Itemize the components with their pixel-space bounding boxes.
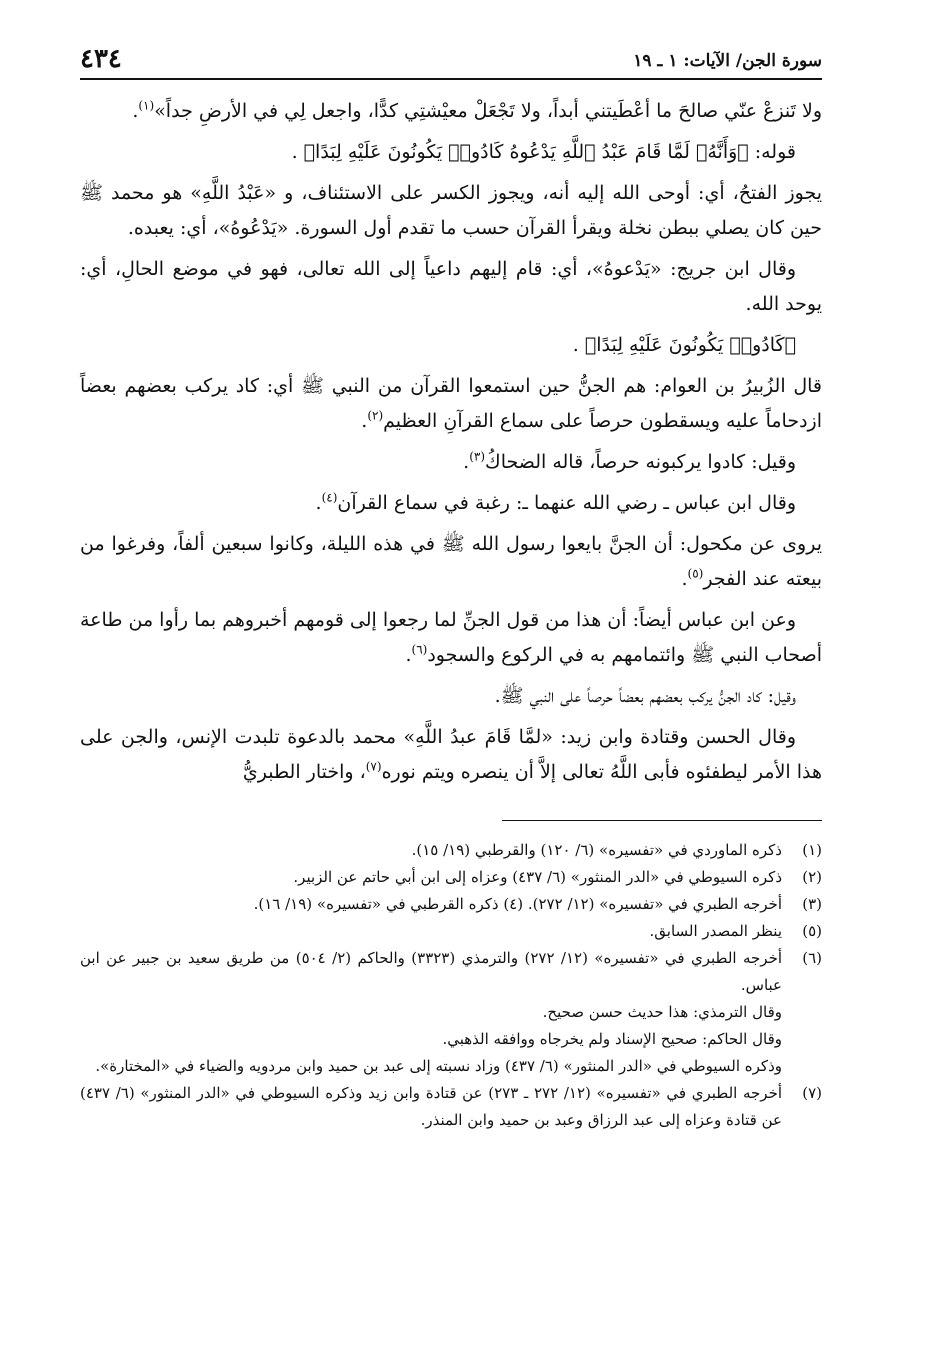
footnote-rule bbox=[502, 820, 822, 821]
running-title: سورة الجن/ الآيات: ١ ـ ١٩ bbox=[633, 51, 822, 71]
footnote-text: ذكره الماوردي في «تفسيره» (٦/ ١٢٠) والقرطبي (١٩/ ١٥). bbox=[411, 841, 782, 859]
footnote-text: وذكره السيوطي في «الدر المنثور» (٦/ ٤٣٧) وزاد نسبته إلى عبد بن حميد وابن مردويه والضياء في «المختارة». bbox=[95, 1057, 782, 1075]
paragraph: يجوز الفتحُ، أي: أوحى الله إليه أنه، ويجوز الكسر على الاستئناف، و «عَبْدُ اللَّهِ» هو محمد ﷺ حين كان يصلي ببطن نخلة ويقرأ القرآن حسب ما تقدم أول السورة. «يَدْعُوهُ»، أي: يعبده. bbox=[80, 182, 822, 239]
paragraph: ولا تَنزعْ عنّي صالحَ ما أعْطَيتني أبداً، ولا تَجْعَلْ معيْشتِي كدًّا، واجعل لِي في الأرضِ جداً»$^{(١)}$. bbox=[132, 98, 822, 122]
footnote-marker: (٧) bbox=[365, 759, 382, 774]
footnote-number: (٧) bbox=[802, 1084, 822, 1102]
footnote-number: (٢) bbox=[802, 868, 822, 886]
footnote-text: ذكره السيوطي في «الدر المنثور» (٦/ ٤٣٧) وعزاه إلى ابن أبي حاتم عن الزبير. bbox=[293, 868, 782, 886]
footnote-separator bbox=[80, 796, 822, 821]
paragraph: وقيل: كاد الجنُّ يركب بعضهم بعضاً حرصاً على النبي ﷺ. bbox=[494, 685, 796, 707]
footnote-marker: (٤) bbox=[321, 490, 338, 505]
paragraph: يروى عن مكحول: أن الجنَّ بايعوا رسول الله ﷺ في هذه الليلة، وكانوا سبعين ألفاً، وفرغوا من بيعته عند الفجر$^{(٥)}$. bbox=[80, 533, 822, 590]
footnote bbox=[80, 945, 822, 1080]
paragraph: قال الزُبيرُ بن العوام: هم الجنُّ حين استمعوا القرآن من النبي ﷺ أي: كاد يركب بعضهم بعضاً ازدحاماً عليه ويسقطون حرصاً على سماع القرآنِ العظيم$^{(٢)}$. bbox=[80, 375, 822, 432]
footnote bbox=[80, 864, 822, 891]
footnote-text: ينظر المصدر السابق. bbox=[649, 922, 782, 940]
paragraph: وقال ابن عباس ـ رضي الله عنهما ـ: رغبة في سماع القرآن$^{(٤)}$. bbox=[315, 490, 796, 514]
paragraph: وقال ابن جريج: «يَدْعوهُ»، أي: قام إليهم داعياً إلى الله تعالى، فهو في موضع الحالِ، أي: يوحد الله. bbox=[80, 258, 822, 315]
paragraph: وقيل: كادوا يركبونه حرصاً، قاله الضحاكُ$^{(٣)}$. bbox=[463, 449, 796, 473]
footnote-text: وقال الحاكم: صحيح الإسناد ولم يخرجاه ووافقه الذهبي. bbox=[442, 1030, 782, 1048]
footnotes bbox=[80, 837, 822, 1134]
footnote-text: أخرجه الطبري في «تفسيره» (١٢/ ٢٧٢). (٤) ذكره القرطبي في «تفسيره» (١٩/ ١٦). bbox=[253, 895, 782, 913]
book-page bbox=[80, 38, 822, 1338]
main-text bbox=[80, 94, 822, 790]
footnote-number: (٣) bbox=[802, 895, 822, 913]
footnote bbox=[80, 1080, 822, 1134]
footnote-text: أخرجه الطبري في «تفسيره» (١٢/ ٢٧٢) والترمذي (٣٣٢٣) والحاكم (٢/ ٥٠٤) من طريق سعيد بن جبير عن ابن عباس. bbox=[80, 949, 783, 994]
paragraph: وقال الحسن وقتادة وابن زيد: «لمَّا قَامَ عبدُ اللَّهِ» محمد بالدعوة تلبدت الإنس، والجن على هذا الأمر ليطفئوه فأبى اللَّهُ تعالى إلاَّ أن ينصره ويتم نوره$^{(٧)}$، واختار الطبريُّ bbox=[80, 726, 822, 783]
footnote-text: وقال الترمذي: هذا حديث حسن صحيح. bbox=[542, 1003, 782, 1021]
footnote-number: (٦) bbox=[802, 949, 822, 967]
footnote bbox=[80, 891, 822, 918]
paragraph: قوله: ﴿وَأَنَّهُۥ لَمَّا قَامَ عَبْدُ ٱللَّهِ يَدْعُوهُ كَادُوا۟ يَكُونُونَ عَلَيْهِ لِبَدًا﴾ . bbox=[291, 141, 796, 163]
footnote-number: (١) bbox=[802, 841, 822, 859]
footnote-marker: (٣) bbox=[469, 449, 486, 464]
footnote bbox=[80, 918, 822, 945]
footnote-marker: (١) bbox=[138, 98, 155, 113]
footnote-number: (٥) bbox=[802, 922, 822, 940]
footnote-marker: (٥) bbox=[687, 566, 704, 581]
footnote-marker: (٢) bbox=[367, 408, 384, 423]
footnote-marker: (٦) bbox=[411, 642, 428, 657]
page-number: ٤٣٤ bbox=[80, 44, 122, 74]
footnote-text: أخرجه الطبري في «تفسيره» (١٢/ ٢٧٢ ـ ٢٧٣) عن قتادة وابن زيد وذكره السيوطي في «الدر المنثور» (٦/ ٤٣٧) عن قتادة وعزاه إلى عبد الرزاق وعبد بن حميد وابن المنذر. bbox=[80, 1084, 783, 1129]
page-header bbox=[80, 38, 822, 80]
footnote bbox=[80, 837, 822, 864]
paragraph: ﴿كَادُوا۟ يَكُونُونَ عَلَيْهِ لِبَدًا﴾ . bbox=[572, 334, 796, 356]
paragraph: وعن ابن عباس أيضاً: أن هذا من قول الجنِّ لما رجعوا إلى قومهم أخبروهم بما رأوا من طاعة أصحاب النبي ﷺ وائتمامهم به في الركوع والسجود$^{(٦)}$. bbox=[80, 609, 822, 666]
